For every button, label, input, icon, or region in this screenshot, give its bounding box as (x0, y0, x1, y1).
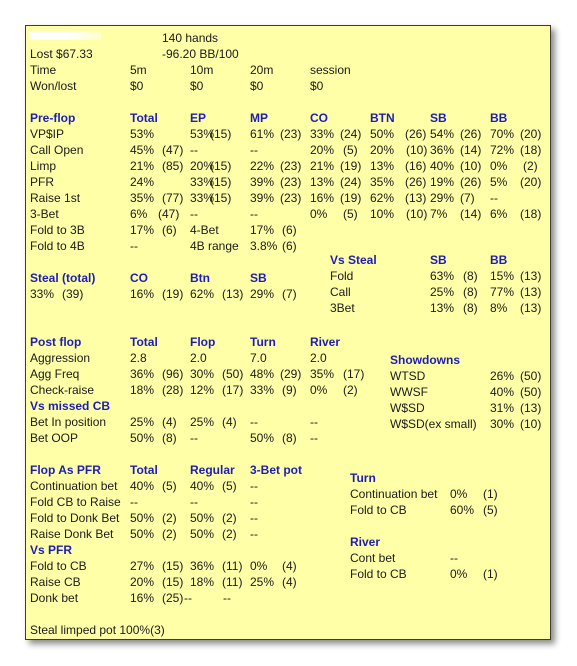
preflop-cell: (20) (520, 175, 542, 189)
preflop-cell: 6% (130, 207, 148, 221)
preflop-cell: (26) (405, 175, 427, 189)
preflop-cell: (77) (162, 191, 184, 205)
vs-steal-cell: (13) (520, 285, 542, 299)
vs-pfr-cell: (11) (222, 575, 243, 589)
postflop-cell: Agg Freq (30, 367, 80, 381)
preflop-cell: 6% (490, 207, 508, 221)
vs-pfr-cell: (15) (162, 559, 184, 573)
preflop-cell: 39% (250, 191, 275, 205)
preflop-cell: (14) (460, 143, 482, 157)
lost-amount: Lost $67.33 (30, 47, 93, 61)
postflop-cell: Check-raise (30, 383, 95, 397)
preflop-cell: (15) (210, 191, 232, 205)
steal-header: CO (130, 271, 148, 285)
postflop-header: Total (130, 335, 158, 349)
vs-pfr-cell: 25% (250, 575, 275, 589)
preflop-cell: (15) (210, 175, 232, 189)
flop-pfr-cell: 50% (130, 527, 155, 541)
steal-cell: 33% (30, 287, 55, 301)
preflop-cell: 3.8% (250, 239, 278, 253)
showdown-cell: WWSF (390, 385, 428, 399)
vs-steal-cell: 15% (490, 269, 515, 283)
wonlost-value: $0 (250, 79, 264, 93)
missed-cb-cell: (8) (162, 431, 177, 445)
preflop-cell: 7% (430, 207, 448, 221)
preflop-cell: 19% (430, 175, 455, 189)
vs-steal-cell: (13) (520, 301, 542, 315)
preflop-cell: (5) (343, 143, 358, 157)
preflop-cell: 20% (310, 143, 335, 157)
vs-pfr-cell: -- (184, 591, 192, 605)
flop-pfr-header: Regular (190, 463, 235, 477)
preflop-cell: 53% (130, 127, 155, 141)
preflop-header: CO (310, 111, 328, 125)
preflop-header: BTN (370, 111, 395, 125)
stats-popup-panel (25, 25, 551, 640)
redacted-player-name (29, 31, 101, 40)
preflop-cell: 16% (310, 191, 335, 205)
vs-pfr-cell: 20% (130, 575, 155, 589)
preflop-cell: -- (190, 143, 198, 157)
preflop-cell: 72% (490, 143, 515, 157)
preflop-cell: -- (490, 191, 498, 205)
preflop-cell: (16) (405, 159, 427, 173)
postflop-cell: 12% (190, 383, 215, 397)
preflop-cell: 61% (250, 127, 275, 141)
preflop-cell: (23) (280, 175, 302, 189)
preflop-cell: (20) (520, 127, 542, 141)
flop-pfr-cell: 40% (190, 479, 215, 493)
preflop-cell: (15) (210, 127, 232, 141)
river-cell: (1) (483, 567, 498, 581)
missed-cb-cell: -- (190, 431, 198, 445)
postflop-cell: (28) (162, 383, 184, 397)
preflop-cell: (23) (280, 159, 302, 173)
vs-steal-cell: (8) (463, 285, 478, 299)
vs-pfr-cell: Donk bet (30, 591, 79, 605)
flop-pfr-cell: (5) (162, 479, 177, 493)
preflop-cell: (10) (406, 207, 428, 221)
preflop-cell: 50% (370, 127, 395, 141)
vs-pfr-cell: 36% (190, 559, 215, 573)
preflop-cell: Call Open (30, 143, 84, 157)
flop-pfr-cell: (2) (162, 527, 177, 541)
preflop-cell: (23) (280, 191, 302, 205)
preflop-cell: 13% (310, 175, 335, 189)
showdown-cell: WTSD (390, 369, 426, 383)
preflop-cell: -- (250, 143, 258, 157)
preflop-cell: (13) (405, 191, 427, 205)
preflop-cell: (2) (523, 159, 538, 173)
vs-steal-cell: (13) (520, 269, 542, 283)
preflop-header: EP (190, 111, 207, 125)
missed-cb-cell: 50% (130, 431, 155, 445)
flop-pfr-header: 3-Bet pot (250, 463, 302, 477)
time-label: Time (30, 63, 57, 77)
steal-cell: 29% (250, 287, 275, 301)
preflop-header: MP (250, 111, 268, 125)
preflop-cell: 33% (190, 191, 215, 205)
wonlost-value: $0 (190, 79, 204, 93)
flop-pfr-cell: Fold to Donk Bet (30, 511, 120, 525)
showdown-cell: 26% (490, 369, 515, 383)
missed-cb-cell: Bet OOP (30, 431, 79, 445)
preflop-cell: (18) (520, 207, 542, 221)
vs-steal-cell: (8) (463, 269, 478, 283)
preflop-cell: VP$IP (30, 127, 65, 141)
vs-pfr-cell: (11) (222, 559, 243, 573)
preflop-cell: (47) (162, 143, 184, 157)
preflop-cell: 3-Bet (30, 207, 59, 221)
preflop-cell: 21% (310, 159, 335, 173)
preflop-cell: 24% (130, 175, 155, 189)
preflop-cell: 33% (190, 175, 215, 189)
vs-pfr-cell: (4) (282, 575, 297, 589)
preflop-cell: 29% (430, 191, 455, 205)
postflop-cell: (2) (343, 383, 358, 397)
preflop-cell: (6) (282, 239, 297, 253)
preflop-cell: (10) (406, 143, 428, 157)
vs-steal-cell: 25% (430, 285, 455, 299)
preflop-cell: PFR (30, 175, 54, 189)
flop-pfr-cell: -- (250, 527, 258, 541)
river-cell: 0% (450, 567, 468, 581)
time-column: 20m (250, 63, 274, 77)
flop-pfr-cell: 40% (130, 479, 155, 493)
turn-cell: 60% (450, 503, 475, 517)
time-column: session (310, 63, 351, 77)
preflop-cell: (19) (340, 191, 362, 205)
preflop-cell: 70% (490, 127, 515, 141)
missed-cb-cell: 50% (250, 431, 275, 445)
preflop-cell: 33% (310, 127, 335, 141)
missed-cb-cell: -- (250, 415, 258, 429)
showdown-cell: (50) (520, 385, 542, 399)
preflop-cell: -- (130, 239, 138, 253)
preflop-cell: 36% (430, 143, 455, 157)
flop-pfr-cell: Raise Donk Bet (30, 527, 114, 541)
flop-pfr-cell: Continuation bet (30, 479, 118, 493)
missed-cb-cell: -- (310, 431, 318, 445)
postflop-cell: (29) (280, 367, 302, 381)
postflop-cell: (9) (282, 383, 297, 397)
preflop-cell: 4B range (190, 239, 239, 253)
showdown-cell: 31% (490, 401, 515, 415)
missed-cb-cell: (8) (282, 431, 297, 445)
wonlost-value: $0 (310, 79, 324, 93)
preflop-cell: Fold to 3B (30, 223, 85, 237)
postflop-cell: (96) (162, 367, 184, 381)
flop-pfr-cell: (2) (222, 511, 237, 525)
preflop-cell: 13% (370, 159, 395, 173)
preflop-cell: Raise 1st (30, 191, 81, 205)
preflop-cell: (18) (520, 143, 542, 157)
postflop-cell: 7.0 (250, 351, 267, 365)
missed-cb-cell: -- (310, 415, 318, 429)
flop-pfr-cell: Fold CB to Raise (30, 495, 121, 509)
vs-pfr-cell: 16% (130, 591, 155, 605)
steal-cell: 16% (130, 287, 155, 301)
postflop-cell: 0% (310, 383, 328, 397)
showdown-cell: (10) (520, 417, 542, 431)
steal-header: Steal (total) (30, 271, 96, 285)
flop-pfr-cell: 50% (190, 527, 215, 541)
showdown-cell: W$SD(ex small) (390, 417, 477, 431)
vs-pfr-cell: (15) (162, 575, 184, 589)
preflop-cell: 35% (370, 175, 395, 189)
showdown-cell: 30% (490, 417, 515, 431)
vs-steal-header: Vs Steal (330, 253, 377, 267)
steal-header: SB (250, 271, 267, 285)
time-column: 10m (190, 63, 214, 77)
preflop-cell: 22% (250, 159, 275, 173)
preflop-cell: 45% (130, 143, 155, 157)
preflop-cell: (24) (340, 175, 362, 189)
vs-pfr-cell: (25) (162, 591, 184, 605)
vs-pfr-cell: Raise CB (30, 575, 81, 589)
turn-heading: Turn (350, 471, 376, 485)
vs-pfr-heading: Vs PFR (30, 543, 73, 557)
preflop-cell: (10) (460, 159, 482, 173)
preflop-cell: (26) (405, 127, 427, 141)
preflop-cell: (23) (280, 127, 302, 141)
missed-cb-cell: 25% (130, 415, 155, 429)
vs-steal-cell: Call (330, 285, 351, 299)
showdown-cell: 40% (490, 385, 515, 399)
steal-cell: 62% (190, 287, 215, 301)
bb-per-100: -96.20 BB/100 (162, 47, 239, 61)
preflop-cell: (6) (162, 223, 177, 237)
preflop-header: Pre-flop (30, 111, 76, 125)
preflop-cell: 20% (190, 159, 215, 173)
preflop-cell: (6) (282, 223, 297, 237)
preflop-cell: 21% (130, 159, 155, 173)
preflop-cell: 0% (490, 159, 508, 173)
steal-cell: (19) (162, 287, 184, 301)
turn-cell: (1) (483, 487, 498, 501)
preflop-cell: (85) (162, 159, 184, 173)
preflop-header: BB (490, 111, 508, 125)
postflop-cell: 18% (130, 383, 155, 397)
missed-cb-cell: Bet In position (30, 415, 107, 429)
preflop-cell: 39% (250, 175, 275, 189)
postflop-header: Turn (250, 335, 276, 349)
preflop-cell: 17% (130, 223, 155, 237)
vs-steal-cell: 8% (490, 301, 508, 315)
postflop-cell: 35% (310, 367, 335, 381)
vs-steal-cell: 3Bet (330, 301, 355, 315)
preflop-cell: (7) (460, 191, 475, 205)
river-cell: Fold to CB (350, 567, 407, 581)
steal-cell: (7) (282, 287, 297, 301)
preflop-cell: (24) (340, 127, 362, 141)
preflop-cell: (5) (343, 207, 358, 221)
missed-cb-cell: (4) (222, 415, 237, 429)
vs-pfr-cell: Fold to CB (30, 559, 87, 573)
showdowns-heading: Showdowns (390, 353, 460, 367)
flop-pfr-cell: -- (250, 511, 258, 525)
vs-pfr-cell: 18% (190, 575, 215, 589)
turn-cell: Continuation bet (350, 487, 438, 501)
steal-header: Btn (190, 271, 210, 285)
postflop-header: Flop (190, 335, 216, 349)
vs-steal-cell: (8) (463, 301, 478, 315)
turn-cell: (5) (483, 503, 498, 517)
preflop-cell: 62% (370, 191, 395, 205)
river-heading: River (350, 535, 381, 549)
vs-steal-header: SB (430, 253, 447, 267)
postflop-cell: 33% (250, 383, 275, 397)
turn-cell: Fold to CB (350, 503, 407, 517)
preflop-cell: 40% (430, 159, 455, 173)
flop-pfr-cell: -- (130, 495, 138, 509)
postflop-header: Post flop (30, 335, 82, 349)
flop-pfr-cell: -- (250, 479, 258, 493)
preflop-cell: -- (190, 207, 198, 221)
postflop-header: River (310, 335, 341, 349)
preflop-cell: 10% (370, 207, 395, 221)
flop-pfr-cell: -- (190, 495, 198, 509)
postflop-cell: (17) (343, 367, 365, 381)
postflop-cell: 48% (250, 367, 275, 381)
vs-steal-header: BB (490, 253, 508, 267)
postflop-cell: (50) (222, 367, 244, 381)
preflop-cell: 35% (130, 191, 155, 205)
wonlost-value: $0 (130, 79, 144, 93)
preflop-cell: Limp (30, 159, 57, 173)
vs-missed-cb-heading: Vs missed CB (30, 399, 111, 413)
preflop-cell: (47) (158, 207, 180, 221)
flop-pfr-header: Flop As PFR (30, 463, 101, 477)
postflop-cell: Aggression (30, 351, 91, 365)
postflop-cell: 2.0 (190, 351, 207, 365)
missed-cb-cell: 25% (190, 415, 215, 429)
vs-steal-cell: 77% (490, 285, 515, 299)
vs-steal-cell: 13% (430, 301, 455, 315)
preflop-cell: Fold to 4B (30, 239, 85, 253)
flop-pfr-cell: -- (250, 495, 258, 509)
wonlost-label: Won/lost (30, 79, 77, 93)
preflop-cell: 53% (190, 127, 215, 141)
postflop-cell: 36% (130, 367, 155, 381)
preflop-cell: 17% (250, 223, 275, 237)
hands-count: 140 hands (162, 31, 219, 45)
preflop-cell: 5% (490, 175, 508, 189)
preflop-cell: (14) (460, 207, 482, 221)
vs-pfr-cell: (4) (282, 559, 297, 573)
preflop-cell: 20% (370, 143, 395, 157)
postflop-cell: 2.0 (310, 351, 327, 365)
vs-pfr-cell: 27% (130, 559, 155, 573)
flop-pfr-cell: (5) (222, 479, 237, 493)
missed-cb-cell: (4) (162, 415, 177, 429)
flop-pfr-cell: (2) (162, 511, 177, 525)
flop-pfr-cell: (2) (222, 527, 237, 541)
flop-pfr-cell: 50% (130, 511, 155, 525)
preflop-header: Total (130, 111, 158, 125)
postflop-cell: 2.8 (130, 351, 147, 365)
showdown-cell: W$SD (390, 401, 425, 415)
preflop-cell: (26) (460, 175, 482, 189)
vs-steal-cell: 63% (430, 269, 455, 283)
preflop-cell: (19) (340, 159, 362, 173)
preflop-header: SB (430, 111, 447, 125)
steal-limped-pot: Steal limped pot 100%(3) (30, 623, 165, 637)
preflop-cell: (26) (460, 127, 482, 141)
preflop-cell: 0% (310, 207, 328, 221)
river-cell: -- (450, 551, 458, 565)
turn-cell: 0% (450, 487, 468, 501)
postflop-cell: 30% (190, 367, 215, 381)
vs-pfr-cell: -- (223, 591, 231, 605)
steal-cell: (39) (62, 287, 84, 301)
river-cell: Cont bet (350, 551, 396, 565)
preflop-cell: -- (250, 207, 258, 221)
postflop-cell: (17) (222, 383, 244, 397)
preflop-cell: (15) (210, 159, 232, 173)
vs-pfr-cell: 0% (250, 559, 268, 573)
vs-steal-cell: Fold (330, 269, 354, 283)
flop-pfr-cell: 50% (190, 511, 215, 525)
showdown-cell: (50) (520, 369, 542, 383)
showdown-cell: (13) (520, 401, 542, 415)
flop-pfr-header: Total (130, 463, 158, 477)
preflop-cell: 4-Bet (190, 223, 219, 237)
steal-cell: (13) (222, 287, 244, 301)
time-column: 5m (130, 63, 147, 77)
preflop-cell: 54% (430, 127, 455, 141)
